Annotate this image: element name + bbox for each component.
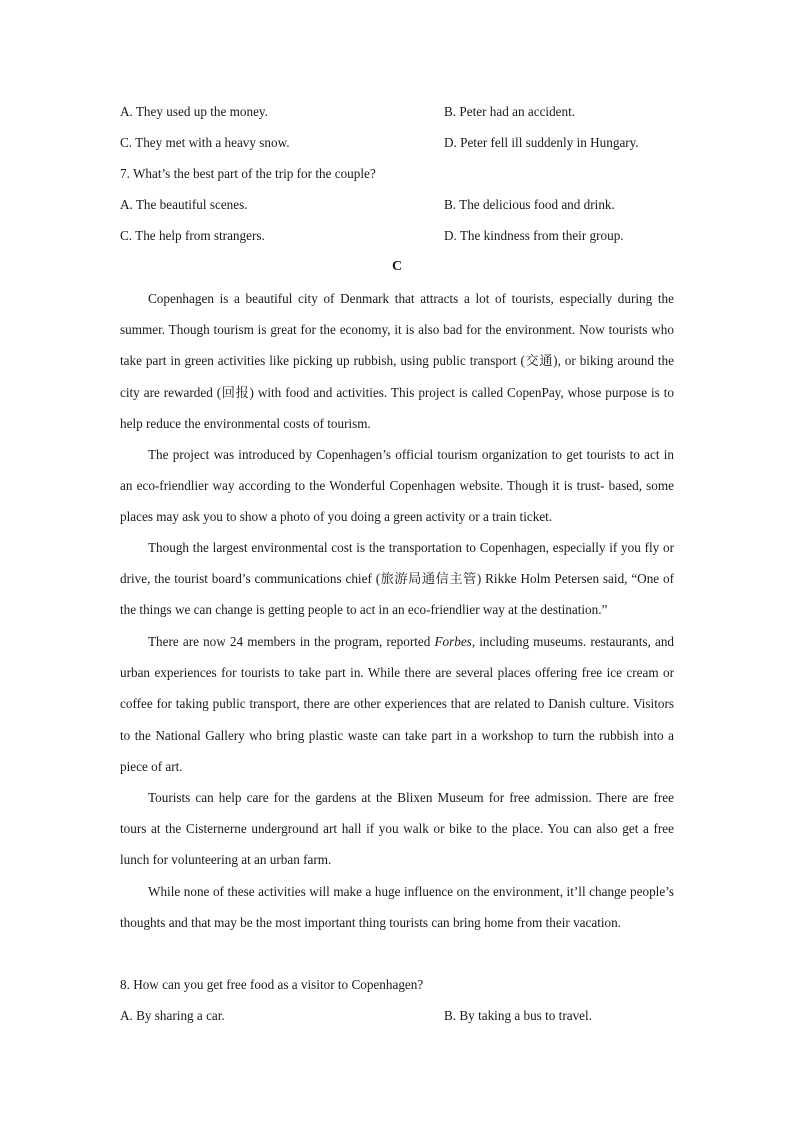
q7-options-row-1 (120, 197, 674, 217)
q8-options-row-1 (120, 1008, 674, 1028)
passage-paragraph-1: Copenhagen is a beautiful city of Denmark that attracts a lot of tourists, especially during the summer. Though tourism is great for the economy, it is also bad for the environment. Now tourists who take part in green activities like picking up rubbish, using public transport (交通), or biking around the city are rewarded (回报) with food and activities. This project is called CopenPay, whose purpose is to help reduce the environmental costs of tourism. (120, 291, 674, 431)
q7-option-c: C. The help from strangers. (120, 228, 265, 243)
p4-text-after: , including museums. restaurants, and urban experiences for tourists to take part in. While there are several places offering free ice cream or coffee for taking public transport, there are other experiences that are related to Danish culture. Visitors to the National Gallery who bring plastic waste can take part in a workshop to turn the rubbish into a piece of art. (120, 634, 675, 774)
q7-option-d: D. The kindness from their group. (444, 228, 624, 243)
q6-option-b: B. Peter had an accident. (444, 104, 576, 119)
q6-options-row-2 (120, 135, 674, 155)
passage-paragraph-5: Tourists can help care for the gardens at the Blixen Museum for free admission. There are free tours at the Cisternerne underground art hall if you walk or bike to the place. You can also get a free lunch for volunteering at an urban farm. (120, 790, 674, 868)
q6-option-c: C. They met with a heavy snow. (120, 135, 290, 150)
p4-text-before: There are now 24 members in the program, reported (148, 634, 435, 649)
passage-paragraph-2: The project was introduced by Copenhagen’s official tourism organization to get tourists to act in an eco-friendlier way according to the Wonderful Copenhagen website. Though it is trust- based, some places may ask you to show a photo of you doing a green activity or a train ticket. (120, 447, 674, 525)
q8-option-b: B. By taking a bus to travel. (444, 1008, 592, 1023)
q6-option-d: D. Peter fell ill suddenly in Hungary. (444, 135, 639, 150)
q8-option-a: A. By sharing a car. (120, 1008, 225, 1023)
q8-question: 8. How can you get free food as a visitor to Copenhagen? (120, 977, 424, 992)
p4-source-italic: Forbes (434, 634, 472, 649)
passage-heading: C (391, 259, 403, 274)
q7-option-a: A. The beautiful scenes. (120, 197, 248, 212)
passage-paragraph-3: Though the largest environmental cost is the transportation to Copenhagen, especially if you fly or drive, the tourist board’s communications chief (旅游局通信主管) Rikke Holm Petersen said, “One of the things we can change is getting people to act in an eco-friendlier way at the destination.” (120, 540, 674, 618)
q7-options-row-2 (120, 228, 674, 248)
q7-option-b: B. The delicious food and drink. (444, 197, 615, 212)
passage-paragraph-4 (120, 626, 674, 782)
q6-option-a: A. They used up the money. (120, 104, 268, 119)
q7-question: 7. What’s the best part of the trip for the couple? (120, 166, 376, 181)
passage-paragraph-6: While none of these activities will make a huge influence on the environment, it’ll change people’s thoughts and that may be the most important thing tourists can bring home from their vacation. (120, 884, 674, 931)
q6-options-row-1 (120, 104, 674, 124)
